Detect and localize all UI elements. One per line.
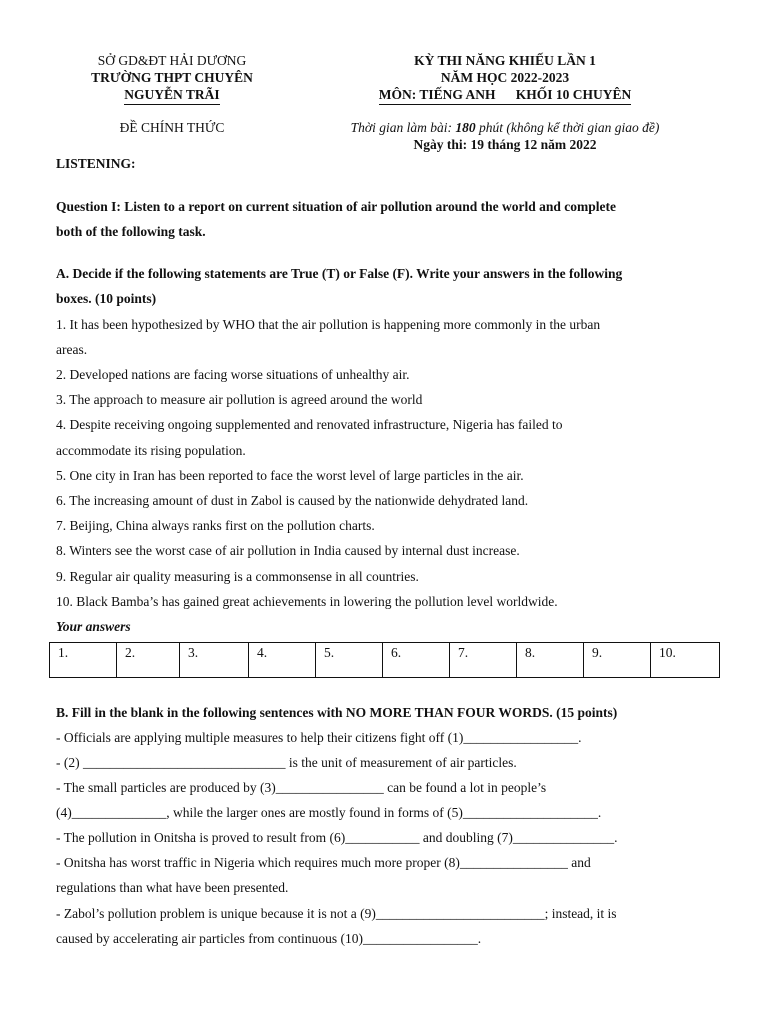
school-name-line2: NGUYỄN TRÃI (124, 86, 219, 105)
time-prefix: Thời gian làm bài: (350, 120, 456, 135)
answer-row (50, 643, 720, 678)
statement-6: 6. The increasing amount of dust in Zabol is caused by the nationwide dehydrated land. (56, 493, 529, 508)
question-instruction-line1: Question I: Listen to a report on current situation of air pollution around the world and complete (56, 199, 617, 214)
blank-sentence-2: - (2) ______________________________ is the unit of measurement of air particles. (56, 755, 517, 770)
statement-4: 4. Despite receiving ongoing supplemented and renovated infrastructure, Nigeria has failed to (56, 417, 563, 432)
answer-box-10[interactable]: 10. (651, 643, 720, 678)
your-answers-label: Your answers (56, 619, 131, 634)
answer-box-1[interactable]: 1. (50, 643, 117, 678)
statement-5: 5. One city in Iran has been reported to face the worst level of large particles in the air. (56, 468, 524, 483)
header-right (320, 52, 690, 105)
blank-sentence-4: - The pollution in Onitsha is proved to result from (6)___________ and doubling (7)_______________. (56, 830, 618, 845)
statement-1: 1. It has been hypothesized by WHO that the air pollution is happening more commonly in the urban (56, 317, 601, 332)
answer-box-8[interactable]: 8. (517, 643, 584, 678)
school-name-line1: TRƯỜNG THPT CHUYÊN (91, 70, 253, 85)
part-a-instruction-line2: boxes. (10 points) (56, 291, 157, 306)
answer-box-9[interactable]: 9. (584, 643, 651, 678)
answer-box-5[interactable]: 5. (316, 643, 383, 678)
statement-2: 2. Developed nations are facing worse situations of unhealthy air. (56, 367, 410, 382)
subject-line: MÔN: TIẾNG ANH KHỐI 10 CHUYÊN (379, 86, 632, 105)
school-year: NĂM HỌC 2022-2023 (440, 70, 570, 85)
blank-sentence-3: - The small particles are produced by (3)________________ can be found a lot in people’s (56, 780, 547, 795)
blank-sentence-5: - Onitsha has worst traffic in Nigeria which requires much more proper (8)________________ and (56, 855, 591, 870)
statement-8: 8. Winters see the worst case of air pollution in India caused by internal dust increase. (56, 543, 520, 558)
statement-1-cont: areas. (56, 342, 88, 357)
blank-sentence-1: - Officials are applying multiple measures to help their citizens fight off (1)_________________. (56, 730, 582, 745)
statement-7: 7. Beijing, China always ranks first on the pollution charts. (56, 518, 375, 533)
part-a-instruction-line1: A. Decide if the following statements are True (T) or False (F). Write your answers in the following (56, 266, 623, 281)
answer-box-4[interactable]: 4. (249, 643, 316, 678)
official-exam-label: ĐỀ CHÍNH THỨC (119, 120, 225, 135)
statement-9: 9. Regular air quality measuring is a commonsense in all countries. (56, 569, 419, 584)
header-left (56, 52, 288, 105)
answer-box-2[interactable]: 2. (117, 643, 180, 678)
answer-table (49, 642, 720, 678)
answer-box-3[interactable]: 3. (180, 643, 249, 678)
statement-3: 3. The approach to measure air pollution is agreed around the world (56, 392, 423, 407)
section-title: LISTENING: (56, 156, 136, 171)
answer-box-7[interactable]: 7. (450, 643, 517, 678)
statement-4-cont: accommodate its rising population. (56, 443, 246, 458)
department-name: SỞ GD&ĐT HẢI DƯƠNG (97, 53, 247, 68)
answer-box-6[interactable]: 6. (383, 643, 450, 678)
blank-sentence-6-cont: caused by accelerating air particles from continuous (10)_________________. (56, 931, 482, 946)
blank-sentence-3-cont: (4)______________, while the larger ones are mostly found in forms of (5)____________________. (56, 805, 602, 820)
exam-date: Ngày thi: 19 tháng 12 năm 2022 (413, 137, 597, 152)
exam-title: KỲ THI NĂNG KHIẾU LẦN 1 (414, 53, 596, 68)
time-suffix: phút (không kể thời gian giao đề) (475, 120, 660, 135)
blank-sentence-5-cont: regulations than what have been presented. (56, 880, 289, 895)
time-minutes: 180 (455, 120, 476, 135)
blank-sentence-6: - Zabol’s pollution problem is unique because it is not a (9)_________________________; instead, it is (56, 906, 617, 921)
statement-10: 10. Black Bamba’s has gained great achievements in lowering the pollution level worldwide. (56, 594, 558, 609)
part-b-instruction: B. Fill in the blank in the following sentences with NO MORE THAN FOUR WORDS. (15 points) (56, 705, 618, 720)
question-instruction-line2: both of the following task. (56, 224, 206, 239)
time-allowed (320, 120, 690, 136)
